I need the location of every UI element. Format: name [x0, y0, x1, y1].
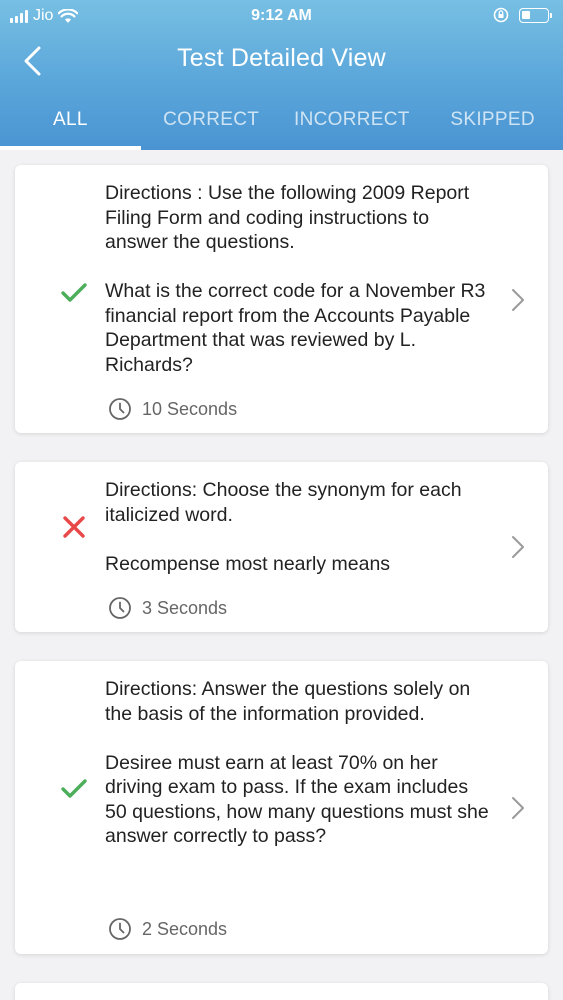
- clock-icon: [108, 917, 132, 941]
- clock-icon: [108, 397, 132, 421]
- tab-all[interactable]: ALL: [0, 100, 141, 150]
- question-body: [105, 677, 495, 849]
- time-label: 10 Seconds: [142, 398, 238, 419]
- clock-icon: [108, 596, 132, 620]
- status-bar: [0, 0, 563, 34]
- tab-correct[interactable]: CORRECT: [163, 109, 260, 130]
- checkmark-icon: [59, 277, 89, 307]
- checkmark-icon: [59, 773, 89, 803]
- time-label: 3 Seconds: [142, 597, 228, 618]
- time-label: 2 Seconds: [142, 918, 228, 939]
- cross-icon: [59, 512, 89, 542]
- page-title: Test Detailed View: [177, 44, 386, 72]
- filter-tabs: [0, 100, 563, 150]
- time-spent: [108, 397, 237, 421]
- question-directions: Directions: Choose the synonym for each italicized word.: [105, 479, 462, 526]
- status-time: 9:12 AM: [251, 7, 312, 24]
- orientation-lock-icon: [493, 7, 509, 23]
- question-text: What is the correct code for a November R3 financial report from the Accounts Payable Department that was reviewed by L. Richards?: [105, 280, 486, 376]
- app-header: [0, 0, 563, 150]
- time-spent: [108, 917, 227, 941]
- carrier-label: Jio: [33, 7, 54, 24]
- chevron-right-icon: [510, 795, 526, 821]
- question-card[interactable]: [15, 661, 548, 954]
- status-right: [493, 7, 549, 23]
- question-body: [105, 478, 495, 576]
- question-card[interactable]: [15, 462, 548, 632]
- question-text: Desiree must earn at least 70% on her driving exam to pass. If the exam includes 50 questions, how many questions must she answer correctly to pass?: [105, 751, 489, 847]
- question-text: Recompense most nearly means: [105, 552, 391, 575]
- question-body: [105, 181, 495, 377]
- chevron-right-icon: [510, 287, 526, 313]
- battery-icon: [519, 8, 549, 23]
- time-spent: [108, 596, 227, 620]
- question-card[interactable]: [15, 165, 548, 433]
- question-card[interactable]: [15, 983, 548, 1000]
- question-directions: Directions: Answer the questions solely on the basis of the information provided.: [105, 678, 471, 725]
- tab-incorrect[interactable]: INCORRECT: [294, 109, 410, 130]
- question-directions: Directions : Use the following 2009 Report Filing Form and coding instructions to answer the questions.: [105, 182, 470, 253]
- chevron-right-icon: [510, 534, 526, 560]
- tab-skipped[interactable]: SKIPPED: [450, 109, 535, 130]
